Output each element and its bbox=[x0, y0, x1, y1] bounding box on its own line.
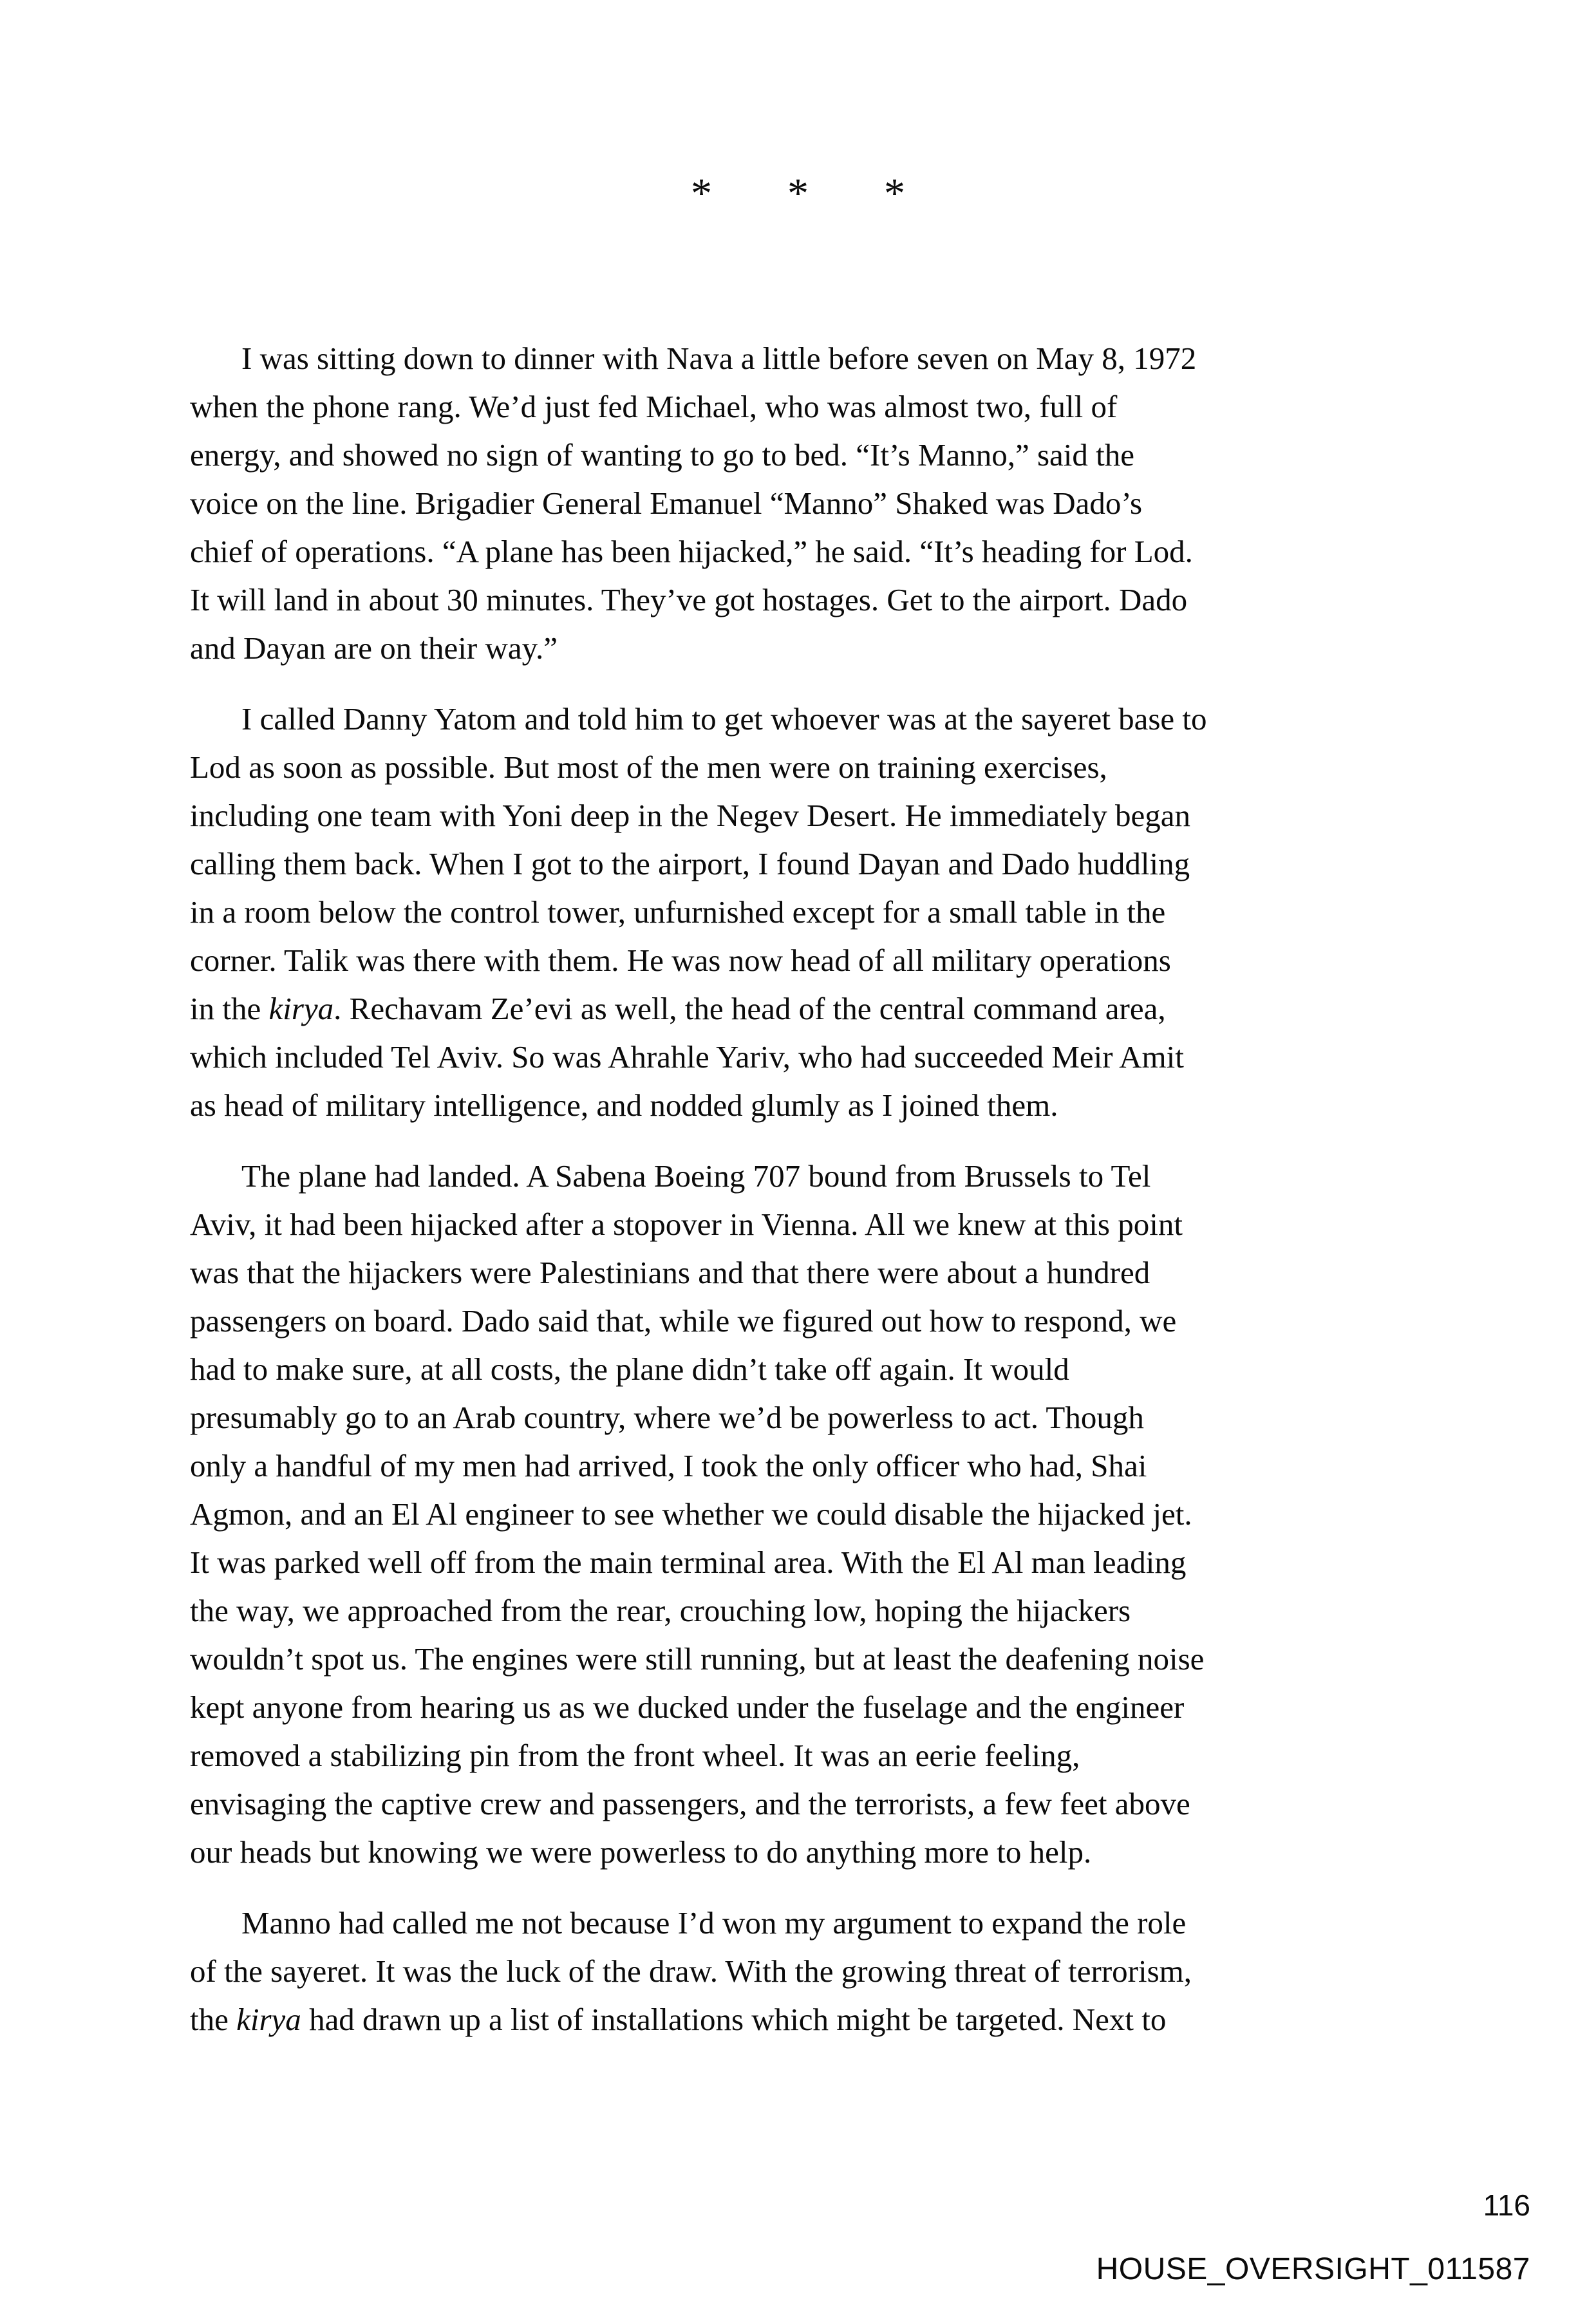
text-segment: . Rechavam Ze’evi as well, the head of the central command area, bbox=[333, 991, 1166, 1026]
text-line: in a room below the control tower, unfurnished except for a small table in the bbox=[190, 894, 1166, 930]
text-line: I called Danny Yatom and told him to get whoever was at the sayeret base to bbox=[241, 701, 1207, 737]
text-line: the way, we approached from the rear, crouching low, hoping the hijackers bbox=[190, 1593, 1131, 1628]
text-line: It was parked well off from the main terminal area. With the El Al man leading bbox=[190, 1545, 1187, 1580]
text-line: passengers on board. Dado said that, while we figured out how to respond, we bbox=[190, 1303, 1177, 1339]
text-line: as head of military intelligence, and nodded glumly as I joined them. bbox=[190, 1087, 1058, 1123]
text-segment: in the bbox=[190, 991, 269, 1026]
paragraph bbox=[190, 1899, 1445, 2044]
text-line: energy, and showed no sign of wanting to go to bed. “It’s Manno,” said the bbox=[190, 437, 1135, 473]
asterisk-glyph: * bbox=[787, 170, 809, 217]
text-line: of the sayeret. It was the luck of the draw. With the growing threat of terrorism, bbox=[190, 1953, 1192, 1989]
text-line bbox=[190, 984, 1445, 1033]
text-line: kept anyone from hearing us as we ducked under the fuselage and the engineer bbox=[190, 1689, 1185, 1725]
text-line: and Dayan are on their way.” bbox=[190, 630, 558, 666]
text-line: Aviv, it had been hijacked after a stopover in Vienna. All we knew at this point bbox=[190, 1207, 1183, 1242]
text-line bbox=[190, 1995, 1445, 2044]
text-line: wouldn’t spot us. The engines were still running, but at least the deafening noise bbox=[190, 1641, 1205, 1677]
text-line: It will land in about 30 minutes. They’ve got hostages. Get to the airport. Dado bbox=[190, 582, 1188, 617]
bates-number: HOUSE_OVERSIGHT_011587 bbox=[1096, 2252, 1530, 2286]
text-line: chief of operations. “A plane has been hijacked,” he said. “It’s heading for Lod. bbox=[190, 534, 1193, 569]
italic-term: kirya bbox=[236, 2002, 301, 2037]
text-line: including one team with Yoni deep in the Negev Desert. He immediately began bbox=[190, 798, 1191, 833]
text-line: I was sitting down to dinner with Nava a little before seven on May 8, 1972 bbox=[241, 341, 1197, 376]
text-line: Agmon, and an El Al engineer to see whether we could disable the hijacked jet. bbox=[190, 1496, 1192, 1532]
text-line: which included Tel Aviv. So was Ahrahle Yariv, who had succeeded Meir Amit bbox=[190, 1039, 1184, 1075]
text-line: had to make sure, at all costs, the plane didn’t take off again. It would bbox=[190, 1351, 1069, 1387]
body-text bbox=[190, 334, 1445, 2044]
text-line: our heads but knowing we were powerless to do anything more to help. bbox=[190, 1834, 1092, 1870]
page-number: 116 bbox=[1483, 2188, 1530, 2222]
paragraph bbox=[190, 334, 1445, 672]
text-line: calling them back. When I got to the airport, I found Dayan and Dado huddling bbox=[190, 846, 1190, 881]
text-line: presumably go to an Arab country, where we’d be powerless to act. Though bbox=[190, 1400, 1144, 1435]
text-segment: the bbox=[190, 2002, 237, 2037]
text-line: The plane had landed. A Sabena Boeing 707 bound from Brussels to Tel bbox=[241, 1158, 1151, 1194]
text-line: Manno had called me not because I’d won my argument to expand the role bbox=[241, 1905, 1187, 1941]
text-line: corner. Talik was there with them. He was now head of all military operations bbox=[190, 943, 1171, 978]
text-line: was that the hijackers were Palestinians and that there were about a hundred bbox=[190, 1255, 1150, 1290]
text-line: removed a stabilizing pin from the front wheel. It was an eerie feeling, bbox=[190, 1738, 1080, 1773]
asterisk-glyph: * bbox=[884, 170, 905, 217]
section-break bbox=[0, 170, 1596, 217]
italic-term: kirya bbox=[268, 991, 334, 1026]
text-line: Lod as soon as possible. But most of the men were on training exercises, bbox=[190, 749, 1107, 785]
text-line: envisaging the captive crew and passengers, and the terrorists, a few feet above bbox=[190, 1786, 1190, 1821]
paragraph bbox=[190, 1152, 1445, 1876]
paragraph bbox=[190, 695, 1445, 1129]
text-line: voice on the line. Brigadier General Emanuel “Manno” Shaked was Dado’s bbox=[190, 485, 1143, 521]
text-line: when the phone rang. We’d just fed Michael, who was almost two, full of bbox=[190, 389, 1118, 424]
text-line: only a handful of my men had arrived, I took the only officer who had, Shai bbox=[190, 1448, 1147, 1483]
asterisk-glyph: * bbox=[691, 170, 712, 217]
text-segment: had drawn up a list of installations which might be targeted. Next to bbox=[301, 2002, 1167, 2037]
